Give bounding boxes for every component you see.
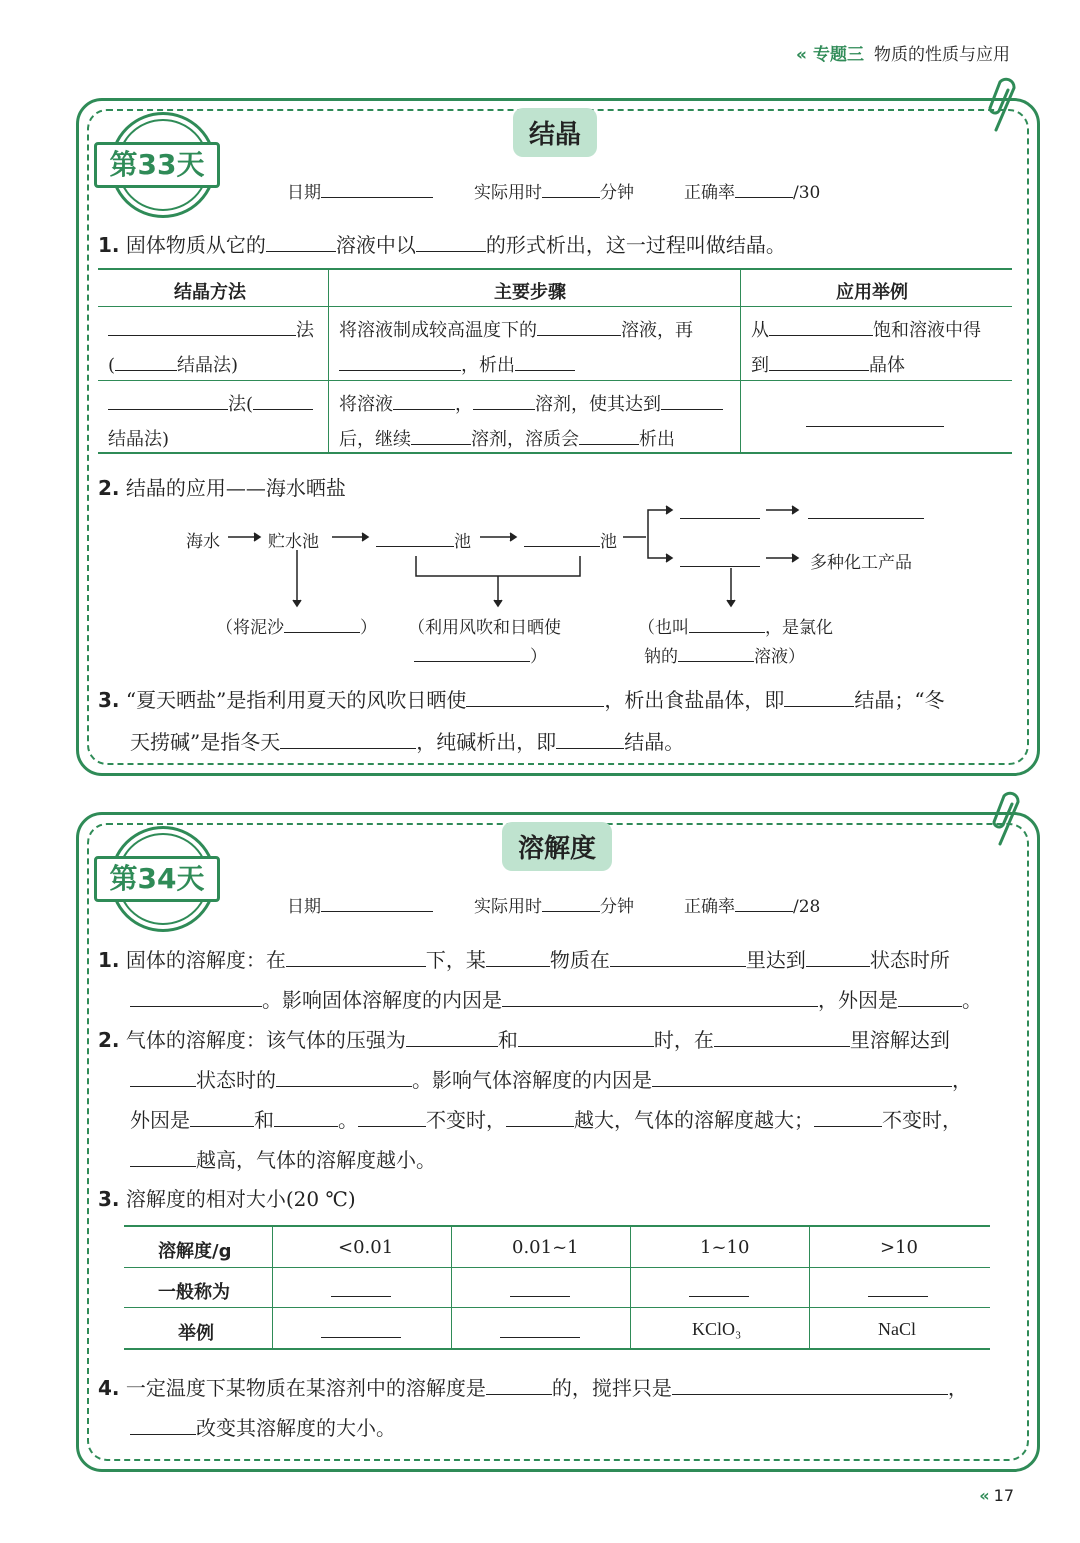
flow-note-3a: （也叫 ，是氯化 — [638, 613, 833, 638]
blank[interactable] — [253, 391, 313, 410]
chevron-icon: « — [979, 1486, 990, 1505]
blank[interactable] — [331, 1278, 391, 1297]
question-2-cont-3: 越高，气体的溶解度越小。 — [130, 1144, 436, 1173]
blank[interactable] — [466, 688, 604, 707]
blank[interactable] — [610, 948, 746, 967]
page-header — [796, 40, 1010, 65]
blank[interactable] — [416, 233, 486, 252]
blank[interactable] — [339, 352, 461, 371]
date-field: 日期 — [287, 892, 433, 917]
paperclip-icon — [990, 788, 1026, 850]
table-rule — [124, 1307, 990, 1308]
row-label-name: 一般称为 — [158, 1282, 230, 1303]
question-1: 1. 固体的溶解度：在 下，某 物质在 里达到 状态时所 — [98, 948, 950, 972]
blank[interactable] — [321, 179, 433, 198]
col-header-steps: 主要步骤 — [494, 282, 566, 303]
day-label: 第34天 — [94, 856, 220, 902]
time-field: 实际用时 分钟 — [474, 178, 634, 203]
blank[interactable] — [678, 643, 754, 662]
cell-steps-2b: 后，继续 溶剂，溶质会 析出 — [339, 425, 675, 451]
example-cell — [500, 1319, 580, 1343]
blank[interactable] — [266, 233, 336, 252]
header-title: 物质的性质与应用 — [874, 45, 1010, 65]
accuracy-field: 正确率 /30 — [684, 178, 820, 203]
flow-seawater: 海水 — [186, 532, 220, 552]
chevron-icon: « — [796, 45, 807, 65]
blank[interactable] — [274, 1108, 338, 1127]
blank[interactable] — [814, 1108, 882, 1127]
col-header-example: 应用举例 — [836, 282, 908, 303]
question-2: 2. 结晶的应用——海水晒盐 — [98, 476, 346, 500]
blank[interactable] — [542, 893, 600, 912]
blank[interactable] — [579, 426, 639, 445]
blank[interactable] — [486, 948, 550, 967]
table-rule — [328, 268, 329, 454]
blank[interactable] — [130, 1068, 196, 1087]
example-cell-nacl: NaCl — [878, 1319, 916, 1339]
blank[interactable] — [689, 1278, 749, 1297]
blank[interactable] — [376, 528, 454, 547]
blank[interactable] — [784, 688, 854, 707]
blank[interactable] — [735, 893, 793, 912]
blank[interactable] — [542, 179, 600, 198]
name-cell — [510, 1278, 570, 1302]
table-rule — [98, 452, 1012, 454]
cell-steps-1b: ，析出 — [339, 351, 575, 377]
section-title-solubility: 溶解度 — [502, 822, 612, 871]
blank[interactable] — [868, 1278, 928, 1297]
table-rule — [98, 306, 1012, 307]
day-label: 第33天 — [94, 142, 220, 188]
blank[interactable] — [806, 408, 944, 427]
blank[interactable] — [518, 1028, 654, 1047]
range-cell: 0.01~1 — [512, 1237, 579, 1258]
blank[interactable] — [689, 614, 765, 633]
blank[interactable] — [680, 548, 760, 567]
table-rule — [809, 1225, 810, 1350]
blank[interactable] — [806, 948, 870, 967]
cell-example-1a: 从 饱和溶液中得 — [751, 316, 981, 342]
cell-steps-2a: 将溶液 ， 溶剂，使其达到 — [339, 390, 723, 416]
day33-badge — [100, 112, 220, 232]
question-3-cont: 天捞碱”是指冬天 ，纯碱析出，即 结晶。 — [130, 730, 685, 754]
blank[interactable] — [500, 1319, 580, 1338]
date-field: 日期 — [287, 178, 433, 203]
paperclip-icon — [986, 74, 1022, 136]
blank[interactable] — [769, 317, 873, 336]
name-cell — [868, 1278, 928, 1302]
question-2: 2. 气体的溶解度：该气体的压强为 和 时，在 里溶解达到 — [98, 1028, 950, 1052]
time-field: 实际用时 分钟 — [474, 892, 634, 917]
flow-pool-1: 池 — [376, 527, 471, 552]
blank[interactable] — [108, 317, 296, 336]
blank[interactable] — [556, 730, 624, 749]
table-rule — [451, 1225, 452, 1350]
row-label-solubility: 溶解度/g — [158, 1241, 232, 1262]
cell-method-2b: 结晶法) — [108, 429, 170, 450]
question-4-cont: 改变其溶解度的大小。 — [130, 1412, 396, 1441]
section-title-crystallization: 结晶 — [513, 108, 597, 157]
table-rule — [124, 1225, 990, 1227]
day34-badge — [100, 826, 220, 946]
blank[interactable] — [524, 528, 600, 547]
flow-out-1 — [680, 500, 760, 524]
flow-storage-pond: 贮水池 — [268, 532, 319, 552]
blank[interactable] — [406, 1028, 498, 1047]
blank[interactable] — [515, 352, 575, 371]
cell-example-1b: 到 晶体 — [751, 351, 905, 377]
table-rule — [98, 268, 1012, 270]
flow-note-2a: （利用风吹和日晒使 — [408, 618, 561, 638]
blank[interactable] — [510, 1278, 570, 1297]
blank[interactable] — [898, 988, 962, 1007]
range-cell: >10 — [880, 1237, 918, 1258]
question-3: 3. 溶解度的相对大小(20 ℃) — [98, 1187, 356, 1211]
table-rule — [124, 1267, 990, 1268]
blank[interactable] — [652, 1068, 952, 1087]
blank[interactable] — [130, 988, 262, 1007]
blank[interactable] — [276, 1068, 412, 1087]
blank[interactable] — [321, 1319, 401, 1338]
blank[interactable] — [486, 1376, 552, 1395]
table-rule — [630, 1225, 631, 1350]
table-rule — [272, 1225, 273, 1350]
blank[interactable] — [502, 988, 818, 1007]
blank[interactable] — [130, 1416, 196, 1435]
flow-out-3 — [680, 548, 760, 572]
table-rule — [740, 268, 741, 454]
blank[interactable] — [714, 1028, 850, 1047]
blank[interactable] — [321, 893, 433, 912]
blank[interactable] — [286, 948, 426, 967]
accuracy-field: 正确率 /28 — [684, 892, 820, 917]
blank[interactable] — [130, 1148, 196, 1167]
question-2-cont-2: 外因是 和 。 不变时， 越大，气体的溶解度越大； 不变时， — [130, 1108, 962, 1132]
cell-example-2 — [806, 408, 944, 432]
blank[interactable] — [769, 352, 869, 371]
header-topic: 专题三 — [813, 45, 864, 65]
example-cell-kclo3: KClO₃ — [692, 1319, 742, 1339]
flow-pool-2: 池 — [524, 527, 617, 552]
blank[interactable] — [473, 391, 535, 410]
question-3: 3. “夏天晒盐”是指利用夏天的风吹日晒使 ，析出食盐晶体，即 结晶；“冬 — [98, 688, 945, 712]
flow-note-3b: 钠的 溶液） — [644, 642, 805, 667]
range-cell: 1~10 — [700, 1237, 750, 1258]
row-label-example: 举例 — [178, 1323, 214, 1344]
blank[interactable] — [411, 426, 471, 445]
blank[interactable] — [414, 643, 530, 662]
flow-products: 多种化工产品 — [810, 553, 912, 573]
flow-note-1: （将泥沙 ） — [216, 613, 377, 638]
question-1-cont: 。影响固体溶解度的内因是 ，外因是 。 — [130, 984, 982, 1013]
table-rule — [124, 1348, 990, 1350]
dashed-border — [87, 823, 1029, 1461]
name-cell — [689, 1278, 749, 1302]
blank[interactable] — [280, 730, 416, 749]
cell-method-1a: 法 — [108, 316, 314, 342]
flow-out-2 — [808, 500, 924, 524]
question-1: 1. 固体物质从它的 溶液中以 的形式析出，这一过程叫做结晶。 — [98, 233, 786, 257]
cell-method-1b: ( 结晶法) — [108, 351, 238, 377]
cell-method-2a: 法( — [108, 390, 313, 416]
table-rule — [98, 380, 1012, 381]
blank[interactable] — [358, 1108, 426, 1127]
question-2-cont-1: 状态时的 。影响气体溶解度的内因是 ， — [130, 1064, 972, 1093]
blank[interactable] — [680, 500, 760, 519]
blank[interactable] — [537, 317, 621, 336]
blank[interactable] — [190, 1108, 254, 1127]
blank[interactable] — [506, 1108, 574, 1127]
blank[interactable] — [661, 391, 723, 410]
blank[interactable] — [735, 179, 793, 198]
range-cell: <0.01 — [338, 1237, 394, 1258]
name-cell — [331, 1278, 391, 1302]
blank[interactable] — [672, 1376, 948, 1395]
blank[interactable] — [115, 352, 177, 371]
blank[interactable] — [284, 614, 360, 633]
col-header-method: 结晶方法 — [174, 282, 246, 303]
example-cell — [321, 1319, 401, 1343]
flow-note-2b: ） — [414, 642, 547, 667]
blank[interactable] — [108, 391, 228, 410]
cell-steps-1a: 将溶液制成较高温度下的 溶液，再 — [339, 316, 693, 342]
blank[interactable] — [808, 500, 924, 519]
blank[interactable] — [393, 391, 455, 410]
question-4: 4. 一定温度下某物质在某溶剂中的溶解度是 的，搅拌只是 ， — [98, 1376, 968, 1400]
page-number: « 17 — [979, 1486, 1014, 1505]
